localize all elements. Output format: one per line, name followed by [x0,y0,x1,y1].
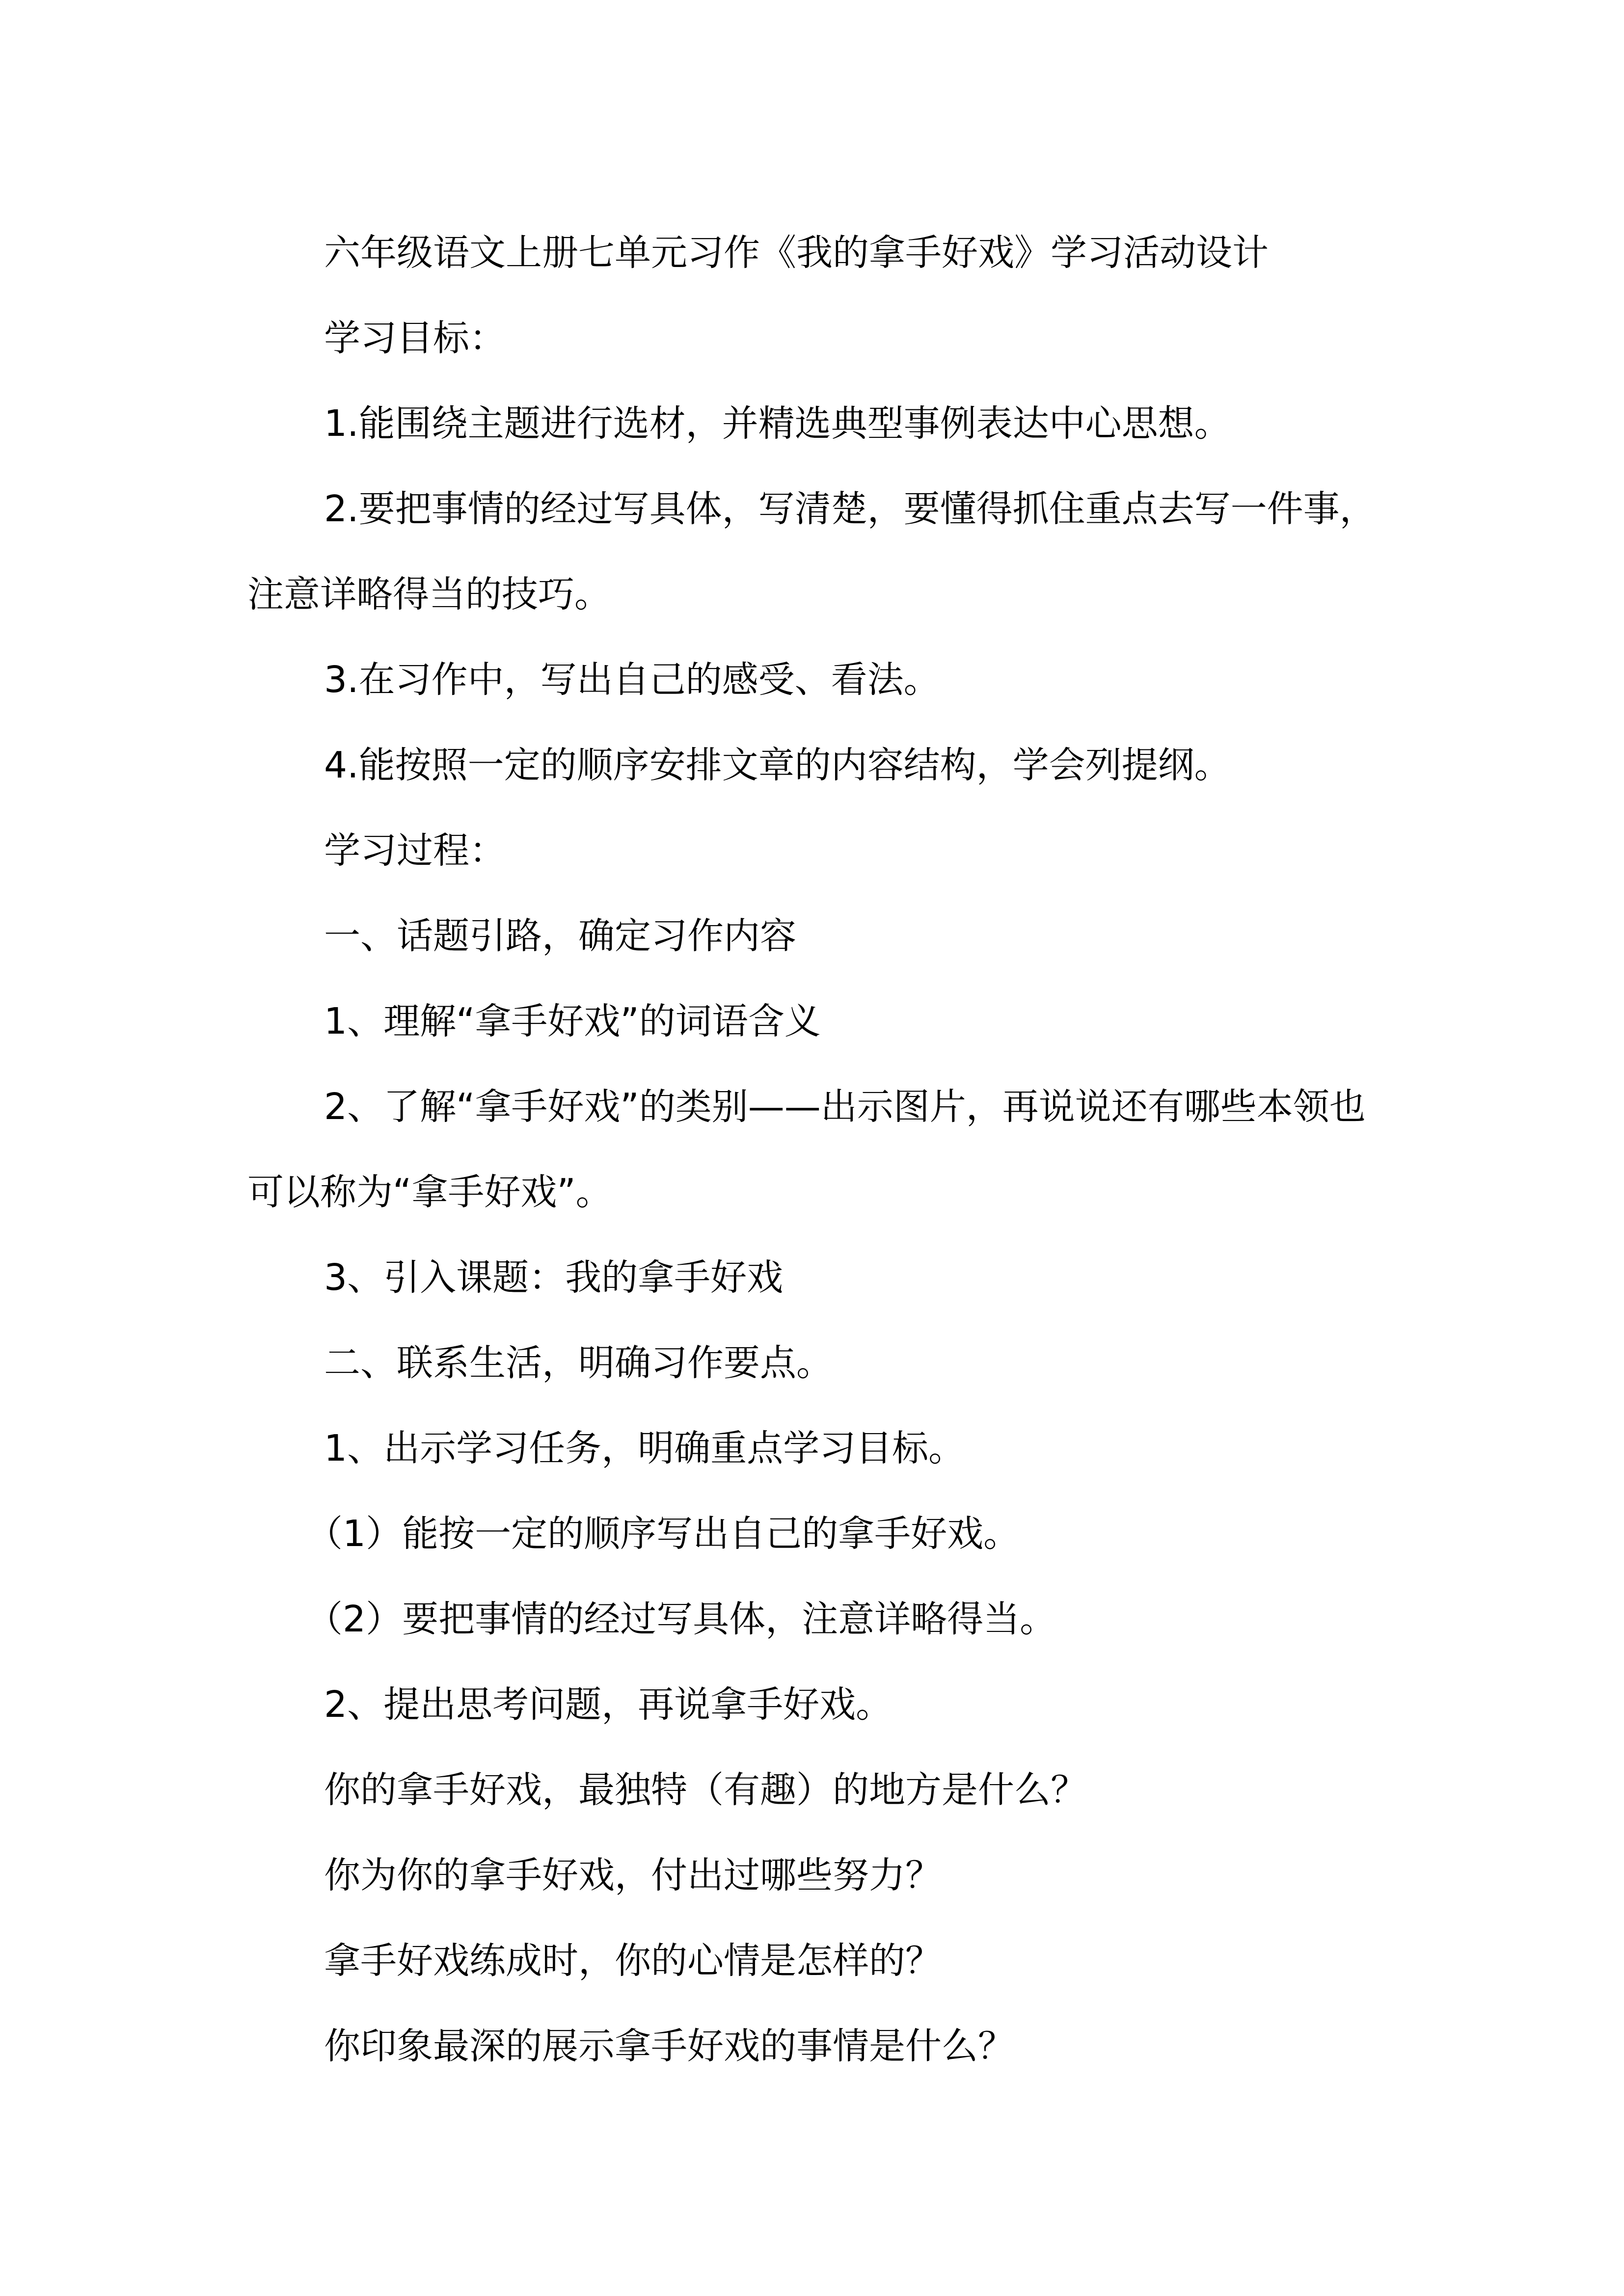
objective-item: 1.能围绕主题进行选材，并精选典型事例表达中心思想。 [324,402,1231,445]
document-body [247,210,1391,2089]
question-item: 你的拿手好戏，最独特（有趣）的地方是什么？ [324,1769,1087,1811]
section-item: 1、出示学习任务，明确重点学习目标。 [324,1427,965,1469]
section-item: 2、提出思考问题，再说拿手好戏。 [324,1683,893,1726]
question-item: 拿手好戏练成时，你的心情是怎样的？ [324,1940,942,1982]
objective-item: 2.要把事情的经过写具体，写清楚，要懂得抓住重点去写一件事，注意详略得当的技巧。 [247,488,1376,615]
document-title: 六年级语文上册七单元习作《我的拿手好戏》学习活动设计 [324,232,1269,274]
section-item: 2、了解“拿手好戏”的类别——出示图片，再说说还有哪些本领也可以称为“拿手好戏”。 [247,1086,1366,1213]
process-heading: 学习过程： [324,829,506,872]
objective-item: 3.在习作中，写出自己的感受、看法。 [324,659,940,701]
section-item: 3、引入课题：我的拿手好戏 [324,1256,784,1299]
section-heading: 一、话题引路，确定习作内容 [324,915,796,957]
objectives-heading: 学习目标： [324,317,506,359]
objective-item: 4.能按照一定的顺序安排文章的内容结构，学会列提纲。 [324,744,1231,786]
section-item: 1、理解“拿手好戏”的词语含义 [324,1000,821,1042]
section-heading: 二、联系生活，明确习作要点。 [324,1342,833,1384]
question-item: 你印象最深的展示拿手好戏的事情是什么？ [324,2025,1014,2067]
section-subitem: （2）要把事情的经过写具体，注意详略得当。 [306,1598,1056,1640]
section-subitem: （1）能按一定的顺序写出自己的拿手好戏。 [306,1513,1020,1555]
question-item: 你为你的拿手好戏，付出过哪些努力？ [324,1854,942,1896]
